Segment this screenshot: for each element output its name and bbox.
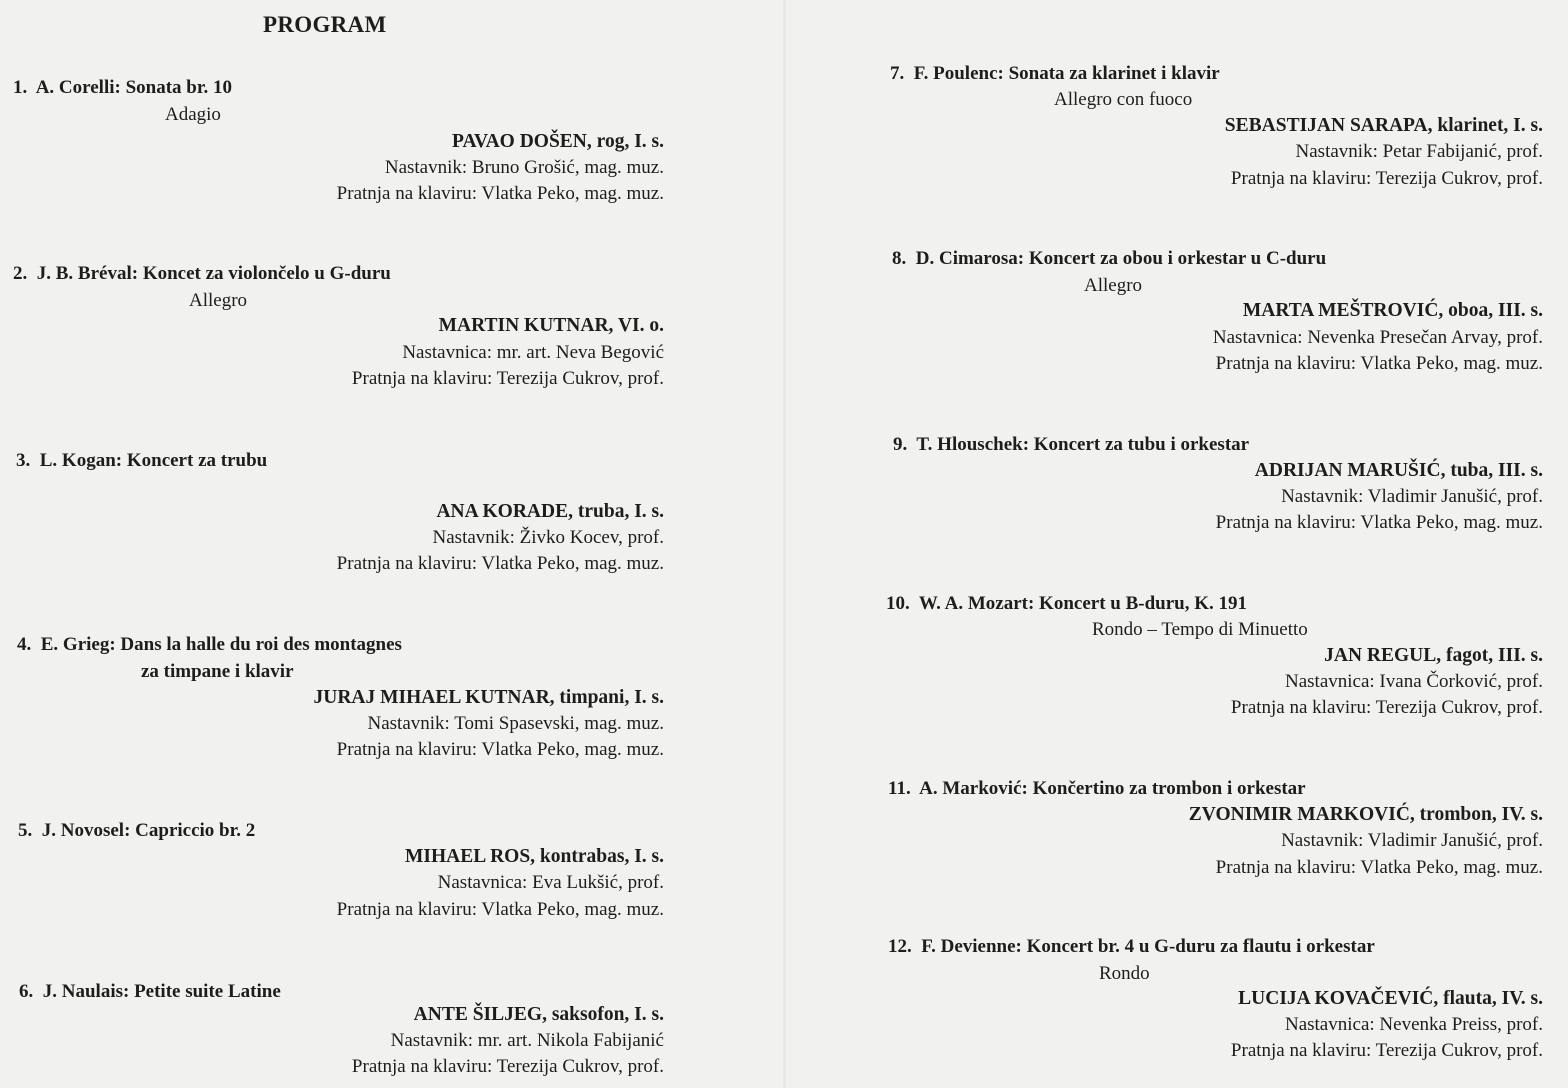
performer: MARTA MEŠTROVIĆ, oboa, III. s. [1242,300,1543,321]
teacher: Nastavnik: Bruno Grošić, mag. muz. [384,157,664,178]
performer: MIHAEL ROS, kontrabas, I. s. [405,846,664,867]
performer: JAN REGUL, fagot, III. s. [1324,645,1543,666]
page-fold [783,0,786,1088]
movement: Allegro [189,290,248,311]
performer: PAVAO DOŠEN, rog, I. s. [451,131,664,152]
performer: ZVONIMIR MARKOVIĆ, trombon, IV. s. [1188,804,1543,825]
piece-title: 12. F. Devienne: Koncert br. 4 u G-duru za flautu i orkestar [888,936,1375,957]
performer: ADRIJAN MARUŠIĆ, tuba, III. s. [1254,460,1543,481]
accompanist: Pratnja na klaviru: Terezija Cukrov, prof. [1230,697,1543,718]
performer: JURAJ MIHAEL KUTNAR, timpani, I. s. [313,687,664,708]
accompanist: Pratnja na klaviru: Vlatka Peko, mag. muz. [1215,353,1543,374]
piece-title: 6. J. Naulais: Petite suite Latine [19,981,281,1002]
accompanist: Pratnja na klaviru: Terezija Cukrov, prof. [351,368,664,389]
piece-title: 4. E. Grieg: Dans la halle du roi des montagnes [17,634,402,655]
piece-title: 7. F. Poulenc: Sonata za klarinet i klavir [890,63,1220,84]
teacher: Nastavnik: Petar Fabijanić, prof. [1295,141,1543,162]
teacher: Nastavnik: Vladimir Janušić, prof. [1281,830,1543,851]
accompanist: Pratnja na klaviru: Vlatka Peko, mag. muz. [1215,857,1543,878]
teacher: Nastavnica: mr. art. Neva Begović [402,342,664,363]
teacher: Nastavnica: Nevenka Preiss, prof. [1284,1014,1543,1035]
performer: ANA KORADE, truba, I. s. [436,501,664,522]
piece-title: 8. D. Cimarosa: Koncert za obou i orkestar u C-duru [892,248,1327,269]
teacher: Nastavnica: Ivana Čorković, prof. [1285,671,1543,692]
movement: Rondo – Tempo di Minuetto [1092,619,1308,640]
page-title: PROGRAM [263,12,387,37]
accompanist: Pratnja na klaviru: Vlatka Peko, mag. muz. [336,553,664,574]
teacher: Nastavnik: Tomi Spasevski, mag. muz. [367,713,664,734]
accompanist: Pratnja na klaviru: Terezija Cukrov, prof. [1230,168,1543,189]
teacher: Nastavnica: Nevenka Presečan Arvay, prof. [1212,327,1543,348]
accompanist: Pratnja na klaviru: Vlatka Peko, mag. muz. [336,899,664,920]
accompanist: Pratnja na klaviru: Vlatka Peko, mag. muz. [336,739,664,760]
piece-subtitle: za timpane i klavir [141,661,294,682]
performer: LUCIJA KOVAČEVIĆ, flauta, IV. s. [1238,988,1543,1009]
teacher: Nastavnik: Vladimir Janušić, prof. [1281,486,1543,507]
performer: ANTE ŠILJEG, saksofon, I. s. [413,1004,664,1025]
teacher: Nastavnik: mr. art. Nikola Fabijanić [390,1030,664,1051]
piece-title: 3. L. Kogan: Koncert za trubu [16,450,268,471]
piece-title: 1. A. Corelli: Sonata br. 10 [13,77,233,98]
movement: Adagio [165,104,221,125]
piece-title: 5. J. Novosel: Capriccio br. 2 [18,820,256,841]
accompanist: Pratnja na klaviru: Vlatka Peko, mag. muz. [336,183,664,204]
accompanist: Pratnja na klaviru: Terezija Cukrov, prof. [351,1056,664,1077]
performer: MARTIN KUTNAR, VI. o. [438,315,664,336]
accompanist: Pratnja na klaviru: Terezija Cukrov, prof. [1230,1040,1543,1061]
teacher: Nastavnica: Eva Lukšić, prof. [437,872,664,893]
performer: SEBASTIJAN SARAPA, klarinet, I. s. [1224,115,1543,136]
teacher: Nastavnik: Živko Kocev, prof. [432,527,664,548]
movement: Allegro [1084,275,1143,296]
movement: Rondo [1099,963,1150,984]
movement: Allegro con fuoco [1054,89,1193,110]
piece-title: 11. A. Marković: Končertino za trombon i orkestar [888,778,1306,799]
accompanist: Pratnja na klaviru: Vlatka Peko, mag. muz. [1215,512,1543,533]
piece-title: 9. T. Hlouschek: Koncert za tubu i orkestar [893,434,1250,455]
piece-title: 10. W. A. Mozart: Koncert u B-duru, K. 191 [886,593,1248,614]
piece-title: 2. J. B. Bréval: Koncet za violončelo u G-duru [13,263,391,284]
